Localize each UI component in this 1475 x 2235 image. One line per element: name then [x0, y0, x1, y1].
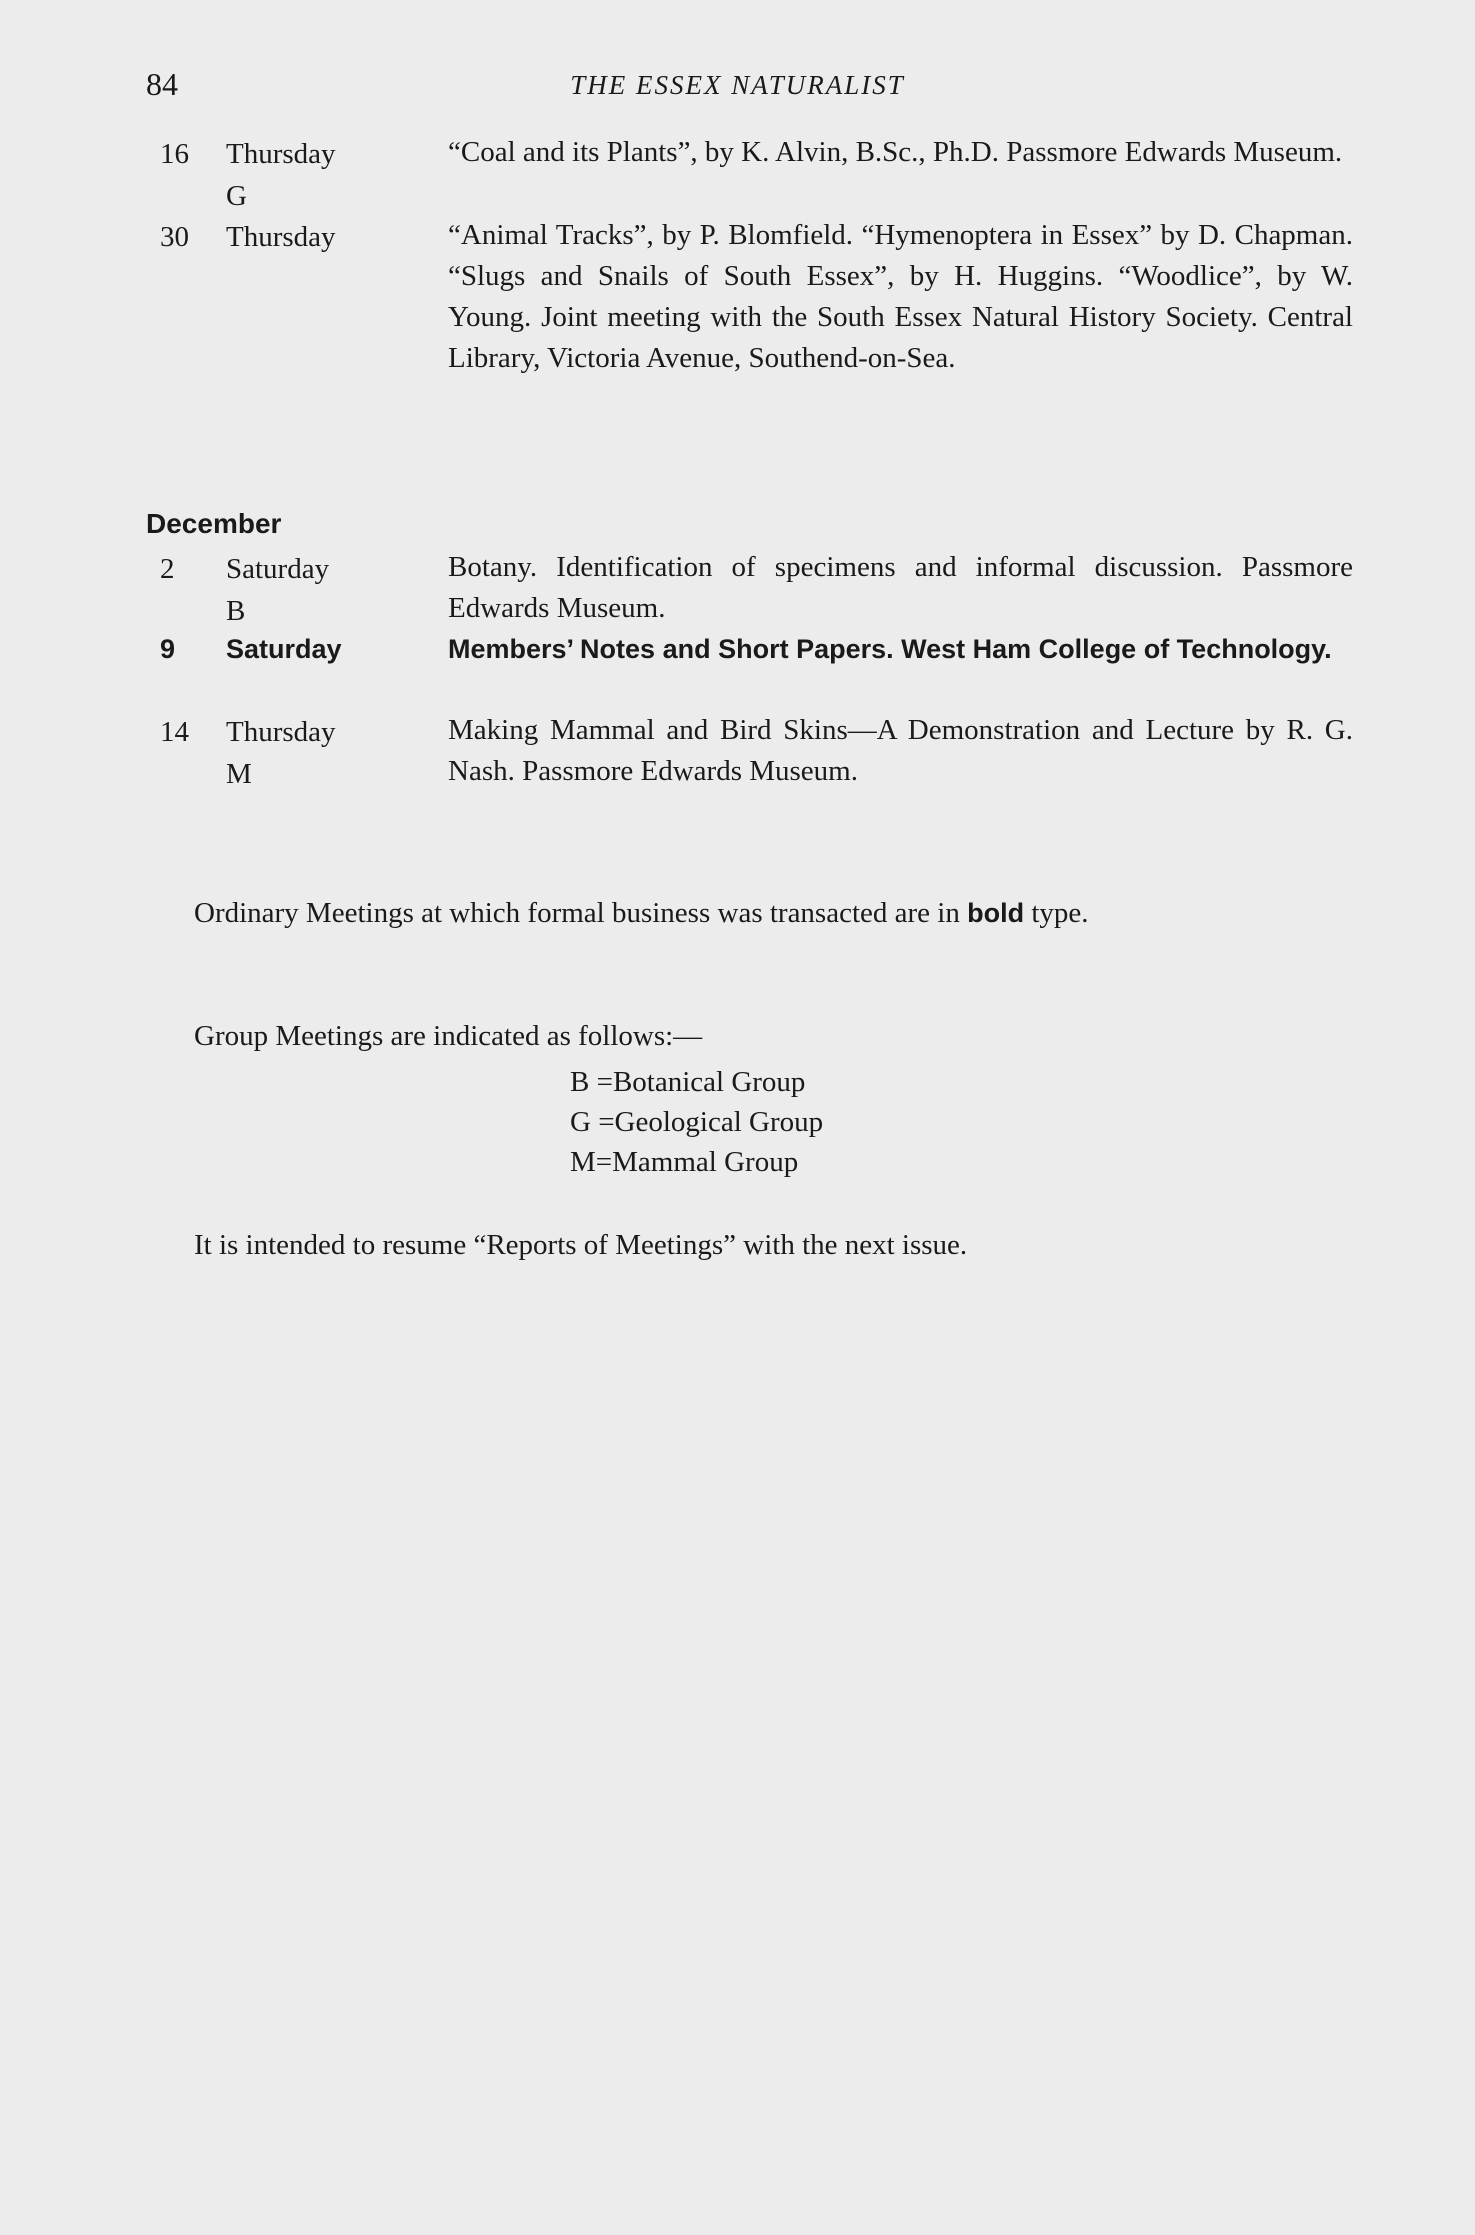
legend-mammal: M=Mammal Group [570, 1146, 799, 1178]
meeting-group: B [226, 595, 246, 627]
meeting-description: Making Mammal and Bird Skins—A Demonstration and Lecture by R. G. Nash. Passmore Edwards Museum. [448, 714, 1353, 787]
ordinary-meetings-note [146, 893, 1352, 934]
ordinary-note-end: type. [1031, 897, 1089, 929]
meeting-description: “Coal and its Plants”, by K. Alvin, B.Sc., Ph.D. Passmore Edwards Museum. [448, 136, 1343, 168]
meeting-day: Thursday [226, 221, 336, 253]
meeting-date: 9 [160, 634, 176, 664]
meeting-description: “Animal Tracks”, by P. Blomfield. “Hymenoptera in Essex” by D. Chapman. “Slugs and Snails of South Essex”, by H. Huggins. “Woodlice”, by W. Young. Joint meeting with the South Essex Natural History Society. Central Library, Victoria Avenue, Southend-on-Sea. [448, 219, 1353, 374]
meeting-day: Saturday [226, 634, 342, 664]
meeting-description: Members’ Notes and Short Papers. West Ham College of Technology. [448, 634, 1332, 664]
closing-note: It is intended to resume “Reports of Meetings” with the next issue. [194, 1229, 968, 1261]
ordinary-note-text: Ordinary Meetings at which formal business was transacted are in [194, 897, 960, 929]
group-meetings-intro: Group Meetings are indicated as follows:— [194, 1020, 703, 1052]
legend-botanical: B =Botanical Group [570, 1066, 806, 1098]
meeting-group: G [226, 180, 247, 212]
page-number: 84 [146, 66, 178, 102]
page-header [0, 66, 1475, 116]
month-heading: December [146, 508, 282, 539]
meeting-date: 16 [160, 138, 189, 170]
bold-word: bold [967, 898, 1025, 928]
meeting-date: 2 [160, 553, 175, 585]
meeting-date: 30 [160, 221, 189, 253]
running-title: THE ESSEX NATURALIST [570, 70, 905, 100]
meeting-day: Thursday [226, 138, 336, 170]
meeting-day: Thursday [226, 716, 336, 748]
meeting-group: M [226, 758, 252, 790]
meeting-day: Saturday [226, 553, 330, 585]
meeting-date: 14 [160, 716, 189, 748]
meeting-description: Botany. Identification of specimens and informal discussion. Passmore Edwards Museum. [448, 551, 1353, 624]
legend-geological: G =Geological Group [570, 1106, 824, 1138]
